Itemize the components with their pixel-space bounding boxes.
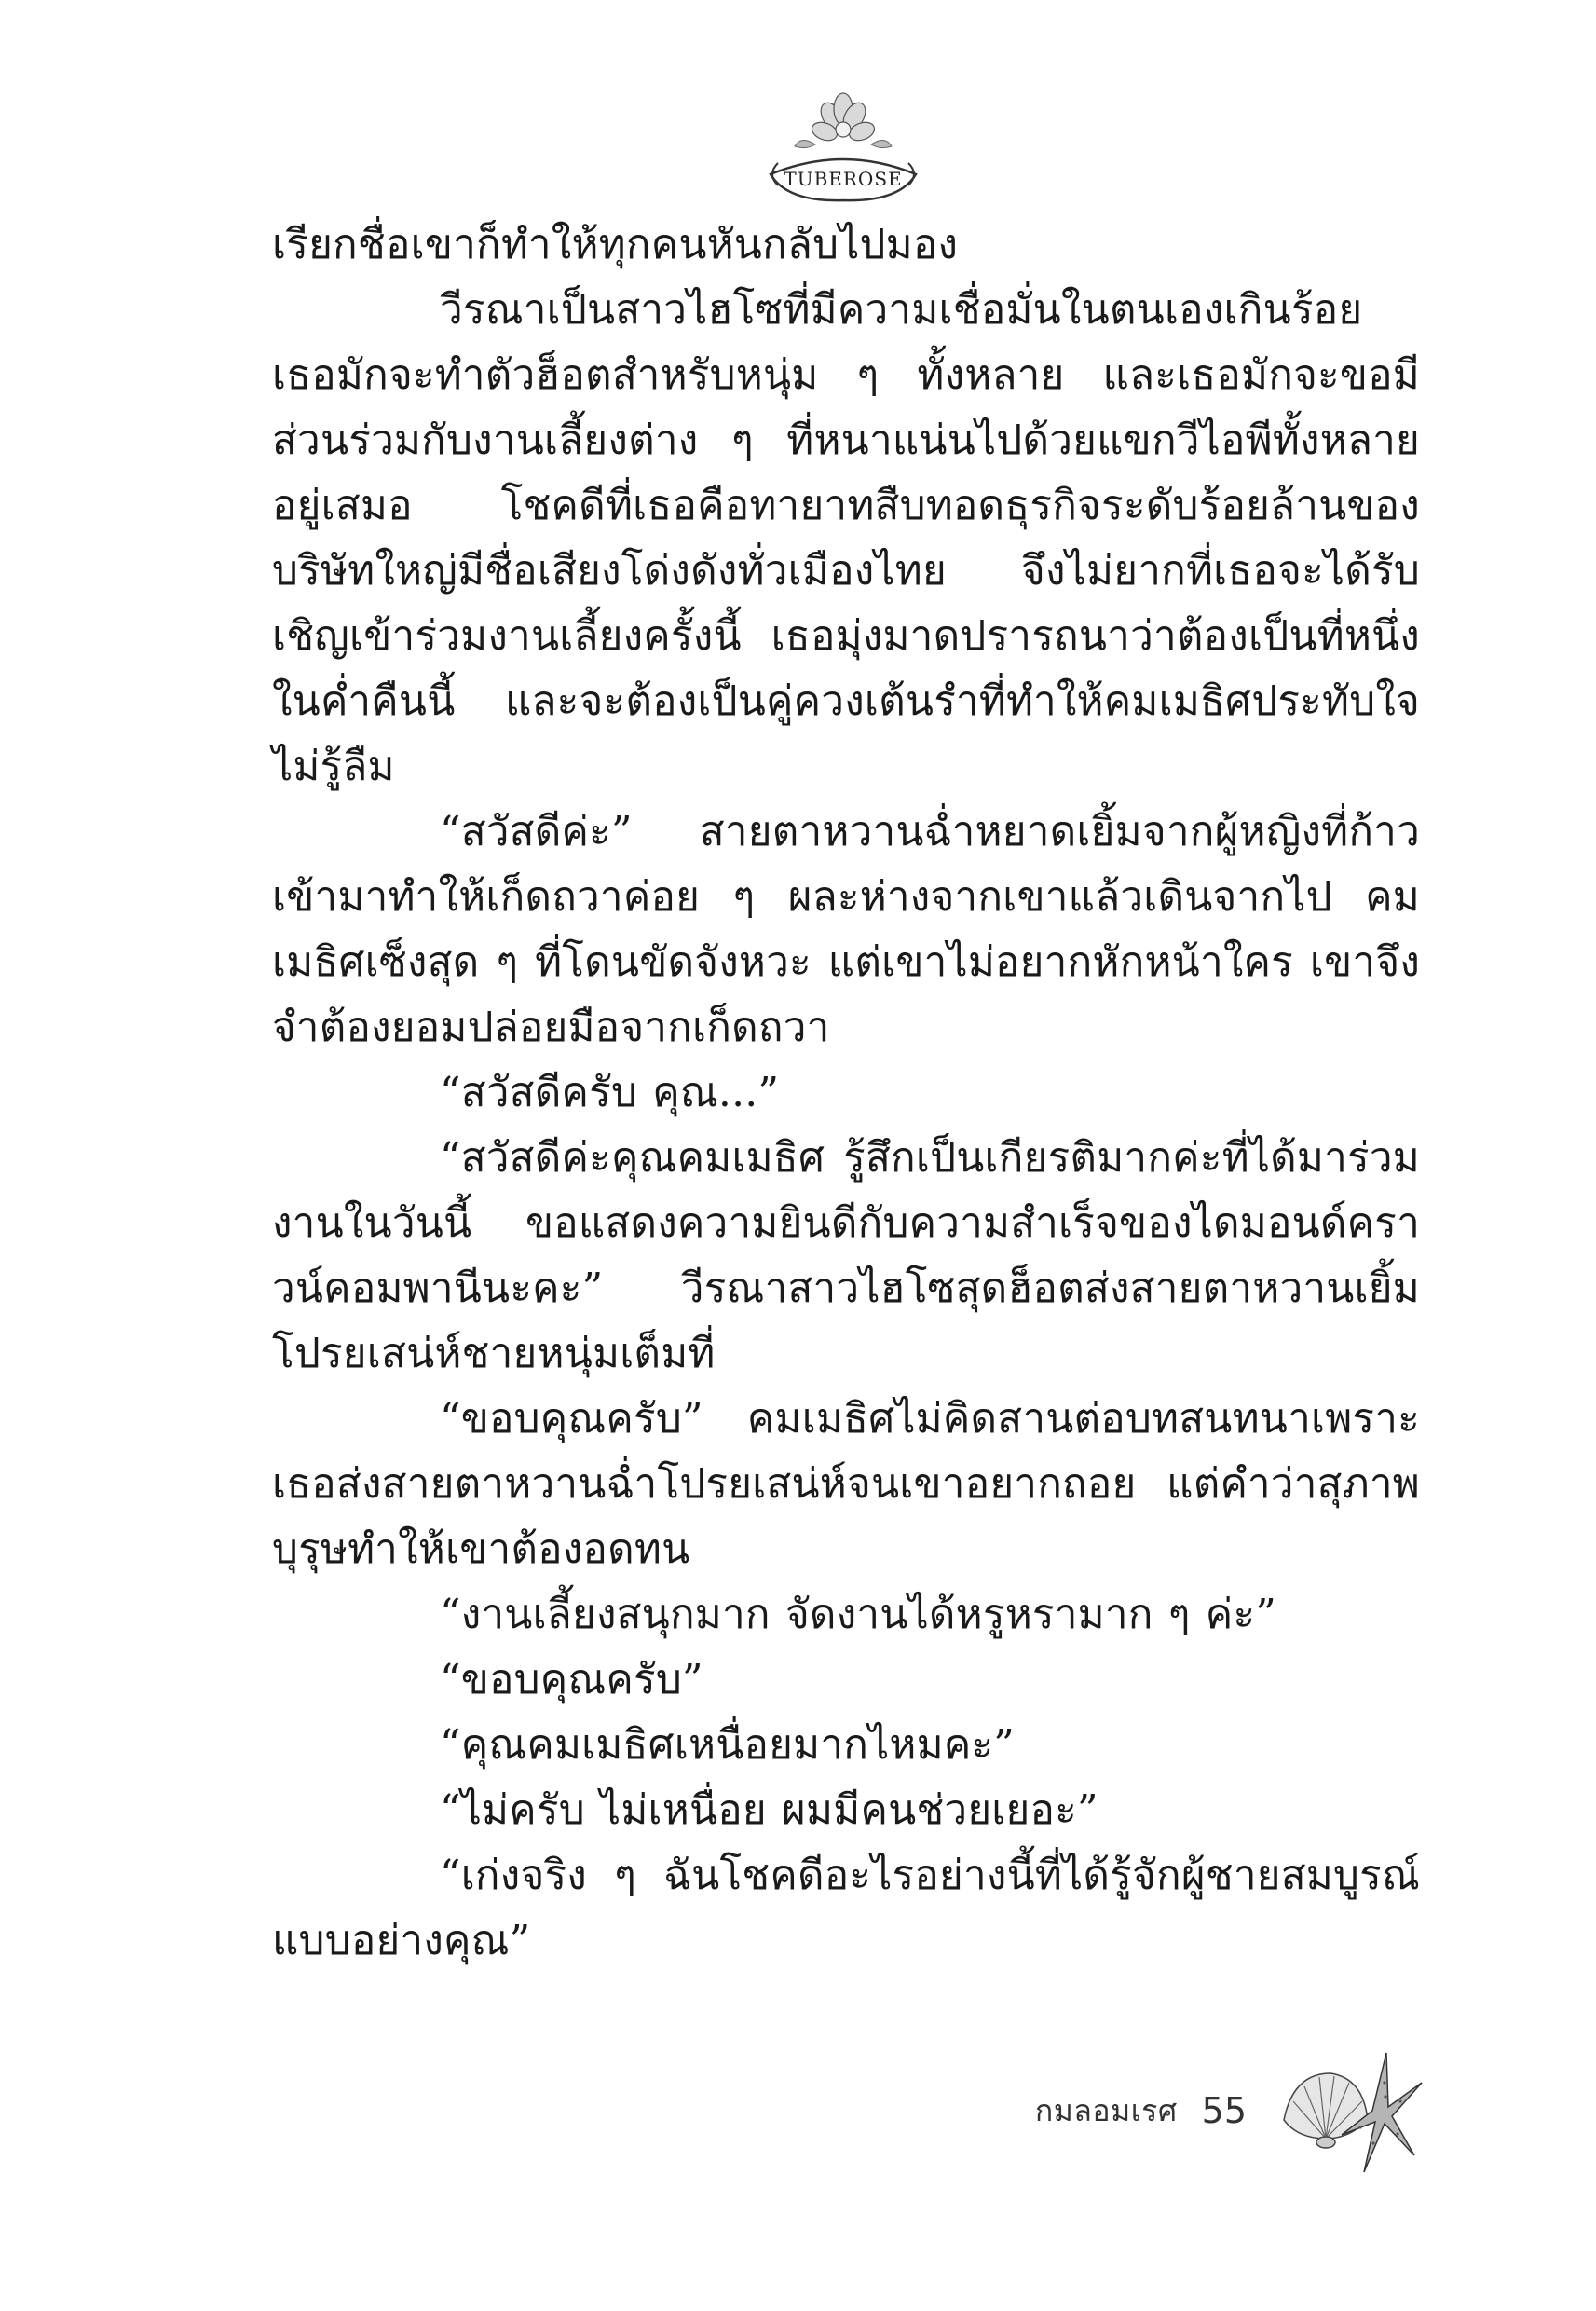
paragraph: “คุณคมเมธิศเหนื่อยมากไหมคะ”	[440, 1721, 1015, 1769]
paragraph: “ขอบคุณครับ”	[440, 1656, 703, 1703]
paragraph: “งานเลี้ยงสนุกมาก จัดงานได้หรูหรามาก ๆ ค่ะ”	[440, 1591, 1276, 1638]
page-footer	[1035, 2045, 1424, 2176]
paragraph: วีรณาเป็นสาวไฮโซที่มีความเชื่อมั่นในตนเองเกินร้อย เธอมักจะทำตัวฮ็อตสำหรับหนุ่ม ๆ ทั้งหลาย และเธอมักจะขอมีส่วนร่วมกับงานเลี้ยงต่าง ๆ ที่หนาแน่นไปด้วยแขกวีไอพีทั้งหลายอยู่เสมอ โชคดีที่เธอคือทายาทสืบทอดธุรกิจระดับร้อยล้านของบริษัทใหญ่มีชื่อเสียงโด่งดังทั่วเมืองไทย จึงไม่ยากที่เธอจะได้รับเชิญเข้าร่วมงานเลี้ยงครั้งนี้ เธอมุ่งมาดปรารถนาว่าต้องเป็นที่หนึ่งในค่ำคืนนี้ และจะต้องเป็นคู่ควงเต้นรำที่ทำให้คมเมธิศประทับใจไม่รู้ลืม	[272, 286, 1420, 790]
paragraph: “ไม่ครับ ไม่เหนื่อย ผมมีคนช่วยเยอะ”	[440, 1786, 1098, 1834]
logo-text: TUBEROSE	[784, 168, 903, 190]
publisher-logo	[750, 89, 936, 210]
author-name: กมลอมเรศ	[1034, 2092, 1178, 2128]
paragraph: “สวัสดีครับ คุณ...”	[440, 1069, 780, 1116]
paragraph: “สวัสดีค่ะ” สายตาหวานฉ่ำหยาดเยิ้มจากผู้หญิงที่ก้าวเข้ามาทำให้เก็ดถวาค่อย ๆ ผละห่างจากเขาแล้วเดินจากไป คมเมธิศเซ็งสุด ๆ ที่โดนขัดจังหวะ แต่เขาไม่อยากหักหน้าใคร เขาจึงจำต้องยอมปล่อยมือจากเก็ดถวา	[272, 808, 1420, 1051]
story-text	[272, 212, 1420, 1974]
page-number: 55	[1201, 2090, 1247, 2131]
paragraph: “ขอบคุณครับ” คมเมธิศไม่คิดสานต่อบทสนทนาเพราะเธอส่งสายตาหวานฉ่ำโปรยเสน่ห์จนเขาอยากถอย แต่คำว่าสุภาพบุรุษทำให้เขาต้องอดทน	[272, 1395, 1420, 1573]
paragraph: “สวัสดีค่ะคุณคมเมธิศ รู้สึกเป็นเกียรติมากค่ะที่ได้มาร่วมงานในวันนี้ ขอแสดงความยินดีกับความสำเร็จของไดมอนด์คราวน์คอมพานีนะคะ” วีรณาสาวไฮโซสุดฮ็อตส่งสายตาหวานเยิ้มโปรยเสน่ห์ชายหนุ่มเต็มที่	[272, 1134, 1420, 1377]
tuberose-flower-logo-icon	[750, 89, 936, 210]
paragraph: เรียกชื่อเขาก็ทำให้ทุกคนหันกลับไปมอง	[272, 221, 959, 268]
shell-starfish-icon	[1275, 2045, 1424, 2176]
paragraph: “เก่งจริง ๆ ฉันโชคดีอะไรอย่างนี้ที่ได้รู้จักผู้ชายสมบูรณ์แบบอย่างคุณ”	[272, 1852, 1420, 1964]
